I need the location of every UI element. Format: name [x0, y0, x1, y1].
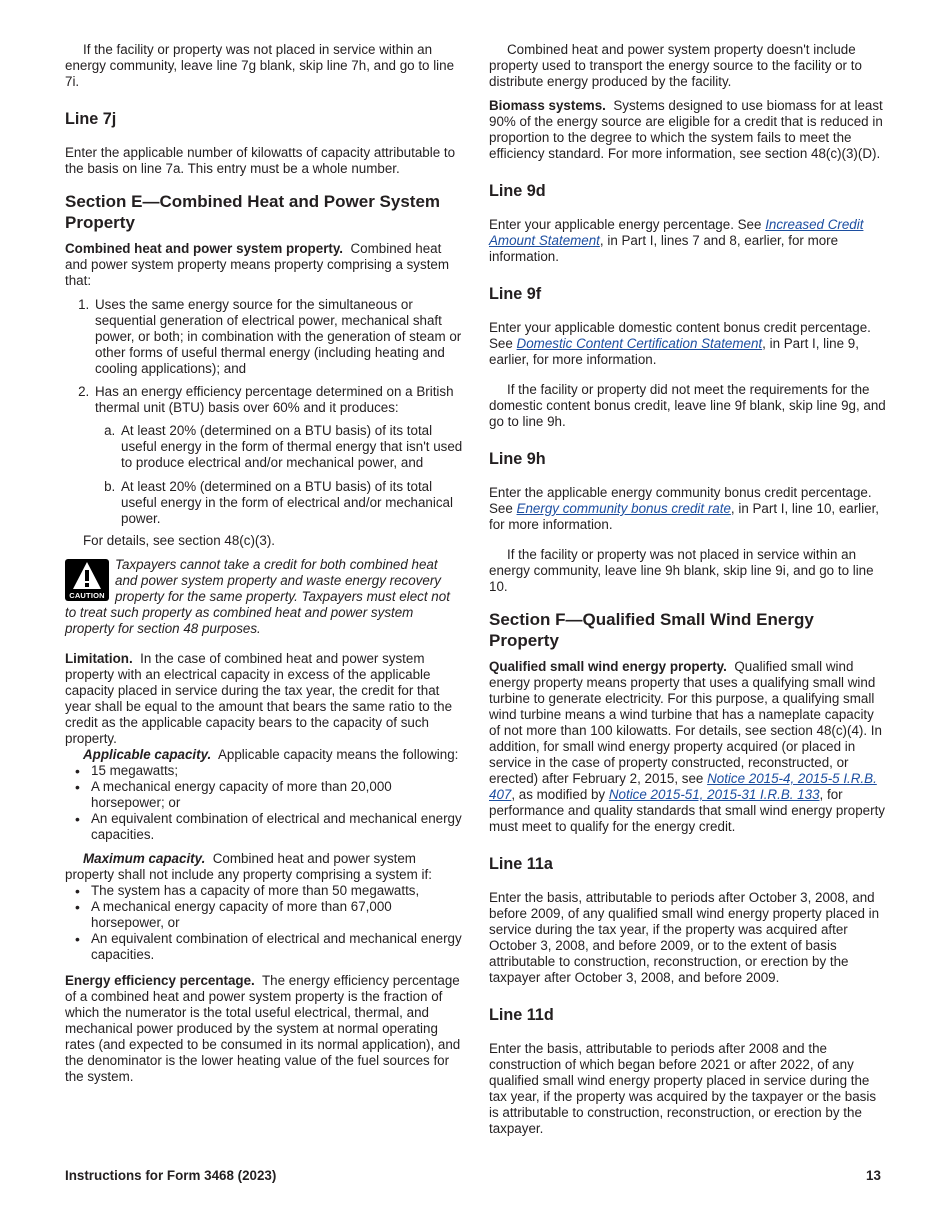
- paragraph-line-7j: Enter the applicable number of kilowatts of capacity attributable to the basis on line 7a. This entry must be a whole number.: [65, 145, 456, 176]
- paragraph-energy-efficiency: [65, 973, 463, 1085]
- list-item-text: Uses the same energy source for the simultaneous or sequential generation of electrical power, mechanical shaft power, or both; in combination with the generation of steam or other forms of useful thermal energy (including heating and cooling applications); and: [95, 297, 462, 376]
- link-notice-2015-4[interactable]: Notice 2015-4, 2015-5 I.R.B. 407: [489, 771, 877, 802]
- chp-requirements-list: [65, 297, 463, 527]
- warning-triangle-icon: [72, 561, 102, 591]
- term-chp-property: Combined heat and power system property.: [65, 241, 344, 256]
- text: , for performance and quality standards that small wind energy property must meet to qualify for the energy credit.: [489, 787, 885, 834]
- chp-subrequirements-list: [95, 423, 463, 527]
- page-number: 13: [866, 1168, 881, 1183]
- text: , in Part I, line 10, earlier, for more information.: [489, 501, 880, 532]
- paragraph-line-9h: [489, 485, 887, 533]
- list-item: [93, 384, 463, 527]
- paragraph-maximum-capacity: [65, 851, 463, 883]
- paragraph-transport: Combined heat and power system property doesn't include property used to transport the energy source to the facility or to distribute energy produced by the facility.: [489, 42, 862, 89]
- list-item: • An equivalent combination of electrical and mechanical energy capacities.: [91, 931, 463, 963]
- link-domestic-content-certification-statement[interactable]: Domestic Content Certification Statement: [516, 336, 763, 351]
- caution-note: [65, 557, 463, 637]
- paragraph-limitation: [65, 651, 463, 747]
- text: , as modified by: [511, 787, 609, 802]
- list-item: • A mechanical energy capacity of more than 67,000 horsepower, or: [91, 899, 463, 931]
- heading-section-f: Section F—Qualified Small Wind Energy Property: [489, 610, 814, 650]
- paragraph-applicable-capacity: [65, 747, 463, 763]
- caution-icon: [65, 559, 109, 601]
- term-small-wind: Qualified small wind energy property.: [489, 659, 727, 674]
- link-increased-credit-amount-statement[interactable]: Increased Credit Amount Statement: [489, 217, 864, 248]
- term-maximum-capacity: Maximum capacity.: [83, 851, 206, 866]
- heading-line-11a: Line 11a: [489, 855, 553, 873]
- paragraph-small-wind-definition: [489, 659, 887, 835]
- paragraph-energy-community-7g: If the facility or property was not placed in service within an energy community, leave line 7g blank, skip line 7h, and go to line 7i.: [65, 42, 455, 89]
- list-item: • An equivalent combination of electrical and mechanical energy capacities.: [91, 811, 463, 843]
- paragraph-chp-definition: [65, 241, 463, 289]
- text: Enter your applicable domestic content bonus credit percentage. See: [489, 320, 871, 351]
- text: Enter your applicable energy percentage. See: [489, 217, 766, 232]
- caution-text: Taxpayers cannot take a credit for both combined heat and power system property and waste energy recovery property for the same property. Taxpayers must elect not to treat such property as combined heat and power system property for section 48 purposes.: [65, 557, 450, 636]
- footer-title: Instructions for Form 3468 (2023): [65, 1168, 277, 1183]
- paragraph-biomass: [489, 98, 887, 162]
- heading-line-11d: Line 11d: [489, 1006, 554, 1024]
- heading-line-9h: Line 9h: [489, 450, 546, 468]
- text: Enter the applicable energy community bonus credit percentage. See: [489, 485, 872, 516]
- paragraph-line-9f: [489, 320, 887, 368]
- term-energy-efficiency: Energy efficiency percentage.: [65, 973, 255, 988]
- text: , in Part I, lines 7 and 8, earlier, for more information.: [489, 233, 839, 264]
- term-applicable-capacity: Applicable capacity.: [83, 747, 212, 762]
- heading-section-e: Section E—Combined Heat and Power System Property: [65, 192, 441, 232]
- paragraph-line-11d: Enter the basis, attributable to periods after 2008 and the construction of which began before 2021 or after 2022, of any qualified small wind energy property placed in service during the tax year, if the property was acquired by the taxpayer or the basis is attributable to construction, reconstruction, or erection by the taxpayer.: [489, 1041, 877, 1136]
- text-biomass: Systems designed to use biomass for at least 90% of the energy source are eligible for a credit that is reduced in proportion to the degree to which the system fails to meet the efficiency standard. For more information, see section 48(c)(3)(D).: [489, 98, 883, 161]
- term-biomass: Biomass systems.: [489, 98, 606, 113]
- left-column: [65, 42, 463, 1093]
- heading-line-9f: Line 9f: [489, 285, 542, 303]
- paragraph-line-9d: [489, 217, 887, 265]
- paragraph-line-9f-skip: If the facility or property did not meet the requirements for the domestic content bonus credit, leave line 9f blank, skip line 9g, and go to line 9h.: [489, 382, 886, 429]
- heading-line-9d: Line 9d: [489, 182, 546, 200]
- heading-line-7j: Line 7j: [65, 110, 117, 128]
- list-item-text: Has an energy efficiency percentage determined on a British thermal unit (BTU) basis over 60% and it produces:: [95, 384, 454, 415]
- list-item: • 15 megawatts;: [91, 763, 463, 779]
- text-applicable-capacity: Applicable capacity means the following:: [217, 747, 459, 762]
- list-item-text: At least 20% (determined on a BTU basis) of its total useful energy in the form of electrical and/or mechanical power.: [121, 479, 453, 526]
- maximum-capacity-list: [65, 883, 463, 963]
- paragraph-line-11a: Enter the basis, attributable to periods after October 3, 2008, and before 2009, of any qualified small wind energy property placed in service during the tax year, if the property was acquired after October 3, 2008, and before 2009, or to the extent of basis attributable to construction, reconstruction, or erection by the taxpayer after October 3, 2008, and before 2009.: [489, 890, 880, 985]
- list-item: [93, 297, 463, 377]
- text: , in Part I, line 9, earlier, for more information.: [489, 336, 859, 367]
- term-limitation: Limitation.: [65, 651, 133, 666]
- list-item-text: At least 20% (determined on a BTU basis) of its total useful energy in the form of thermal energy that isn't used to produce electrical and/or mechanical power, and: [121, 423, 463, 470]
- paragraph-line-9h-skip: If the facility or property was not placed in service within an energy community, leave line 9h blank, skip line 9i, and go to line 10.: [489, 547, 874, 594]
- text-energy-efficiency: The energy efficiency percentage of a combined heat and power system property is the fraction of which the numerator is the total useful electrical, thermal, and mechanical power produced by the system at normal operating rates (and expected to be consumed in its normal application), and the denominator is the lower heating value of the fuel sources for the system.: [65, 973, 461, 1084]
- list-item: • The system has a capacity of more than 50 megawatts,: [91, 883, 463, 899]
- caution-label: CAUTION: [69, 591, 105, 600]
- text-chp-definition: Combined heat and power system property means property comprising a system that:: [65, 241, 450, 288]
- text: Qualified small wind energy property means property that uses a qualifying small wind turbine to generate electricity. For this purpose, a qualifying small wind turbine means a wind turbine that has a nameplate capacity of not more than 100 kilowatts. For details, see section 48(c)(4). In addition, for small wind energy property acquired (or placed in service in the case of property constructed, reconstructed, or erected) after February 2, 2015, see: [489, 659, 882, 786]
- list-item: • A mechanical energy capacity of more than 20,000 horsepower; or: [91, 779, 463, 811]
- link-energy-community-bonus-credit-rate[interactable]: Energy community bonus credit rate: [516, 501, 731, 516]
- paragraph-details: For details, see section 48(c)(3).: [83, 533, 276, 548]
- applicable-capacity-list: [65, 763, 463, 843]
- right-column: [489, 42, 887, 1145]
- link-notice-2015-51[interactable]: Notice 2015-51, 2015-31 I.R.B. 133: [608, 787, 820, 802]
- list-item: [119, 423, 463, 471]
- list-item: [119, 479, 463, 527]
- text-limitation: In the case of combined heat and power system property with an electrical capacity in excess of the applicable capacity placed in service during the tax year, the credit for that year shall be equal to the amount that bears the same ratio to the credit as the applicable capacity bears to the capacity of such property.: [65, 651, 453, 746]
- text-maximum-capacity: Combined heat and power system property shall not include any property comprising a system if:: [65, 851, 432, 882]
